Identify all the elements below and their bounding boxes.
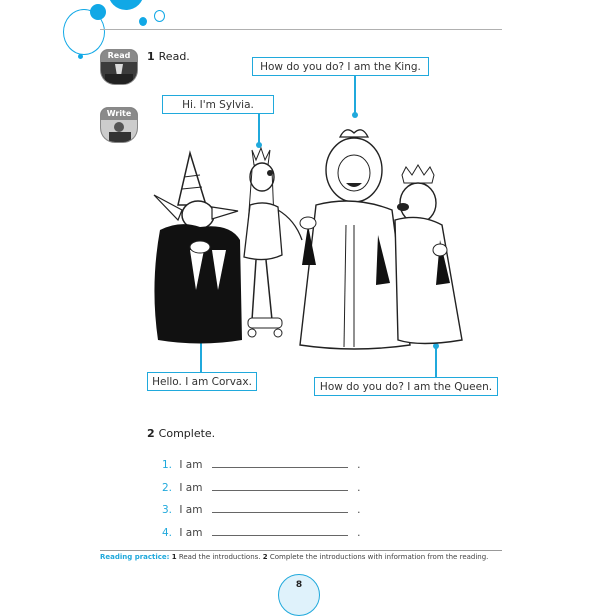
item-prefix: I am <box>179 482 203 494</box>
footer-step1-num: 1 <box>171 553 177 561</box>
characters-illustration <box>140 115 485 355</box>
exercise-1-title <box>147 50 190 63</box>
sylvia-figure <box>244 148 302 337</box>
footer-rule <box>100 550 502 551</box>
footer-step2-text: Complete the introductions with information from the reading. <box>269 553 489 561</box>
callout-queen: How do you do? I am the Queen. <box>314 377 498 396</box>
exercise-2-label: Complete. <box>158 427 216 440</box>
item-number: 3. <box>162 504 173 516</box>
answer-blank-1[interactable] <box>212 458 348 468</box>
footer-step2-num: 2 <box>262 553 268 561</box>
footer-note <box>100 553 488 561</box>
decor-ring-small <box>154 10 165 22</box>
item-prefix: I am <box>179 459 203 471</box>
complete-item-2 <box>162 481 360 495</box>
item-suffix: . <box>357 459 361 471</box>
exercise-2-title <box>147 427 215 440</box>
item-number: 4. <box>162 527 173 539</box>
item-prefix: I am <box>179 504 203 516</box>
decor-bubble-large <box>108 0 144 10</box>
complete-item-1 <box>162 458 360 472</box>
item-suffix: . <box>357 482 361 494</box>
answer-blank-2[interactable] <box>212 481 348 491</box>
header-rule <box>100 29 502 30</box>
answer-blank-4[interactable] <box>212 526 348 536</box>
item-prefix: I am <box>179 527 203 539</box>
write-badge <box>101 108 137 142</box>
read-badge-label: Read <box>101 50 137 62</box>
pointer-king <box>354 76 356 114</box>
exercise-1-label: Read. <box>158 50 190 63</box>
callout-king: How do you do? I am the King. <box>252 57 429 76</box>
footer-step1-text: Read the introductions. <box>178 553 261 561</box>
read-badge <box>101 50 137 84</box>
item-suffix: . <box>357 527 361 539</box>
exercise-2-number: 2 <box>147 427 155 440</box>
callout-sylvia: Hi. I'm Sylvia. <box>162 95 274 114</box>
page-number: 8 <box>278 574 320 616</box>
decor-dot <box>78 54 83 59</box>
decor-ring-large <box>63 9 105 55</box>
corvax-figure <box>154 153 242 344</box>
item-suffix: . <box>357 504 361 516</box>
item-number: 2. <box>162 482 173 494</box>
callout-corvax: Hello. I am Corvax. <box>147 372 257 391</box>
write-badge-label: Write <box>101 108 137 120</box>
complete-item-3 <box>162 503 360 517</box>
answer-blank-3[interactable] <box>212 503 348 513</box>
king-figure <box>300 130 410 349</box>
read-badge-icon <box>101 62 137 84</box>
item-number: 1. <box>162 459 173 471</box>
footer-label: Reading practice: <box>100 553 170 561</box>
decor-bubble-small <box>139 17 147 26</box>
complete-item-4 <box>162 526 360 540</box>
exercise-1-number: 1 <box>147 50 155 63</box>
queen-figure <box>395 165 462 344</box>
write-badge-icon <box>101 120 137 142</box>
